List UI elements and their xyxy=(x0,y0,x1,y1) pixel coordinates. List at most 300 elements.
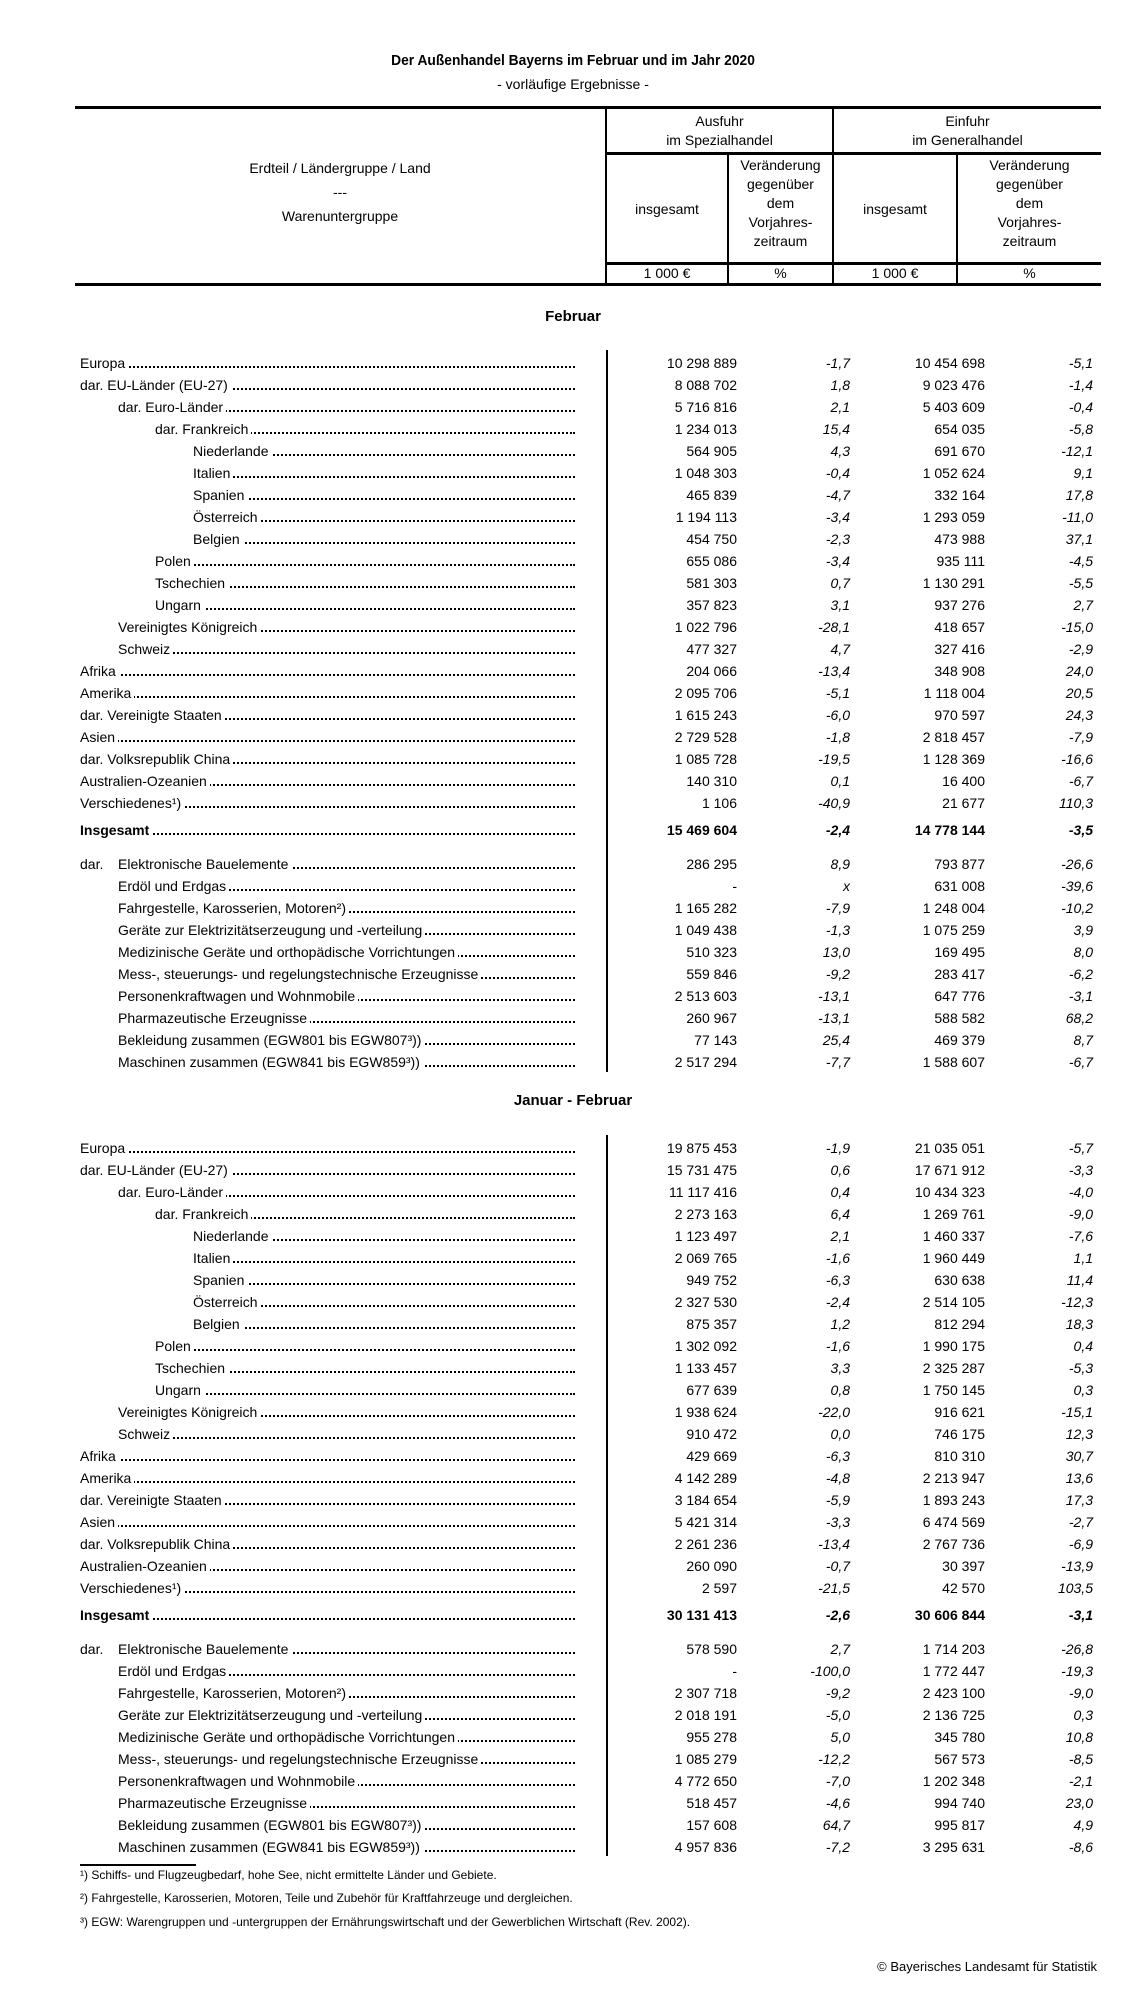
row-label-text: Amerika xyxy=(80,685,134,701)
export-change-cell: -100,0 xyxy=(810,1663,850,1679)
row-label-text: Australien-Ozeanien xyxy=(80,1558,210,1574)
import-total-cell: 169 495 xyxy=(934,944,985,960)
row-label-header-line: Erdteil / Ländergruppe / Land xyxy=(249,160,431,176)
import-change-cell: 8,0 xyxy=(1073,944,1093,960)
import-total-cell: 654 035 xyxy=(934,421,985,437)
export-total-cell: 581 303 xyxy=(686,575,737,591)
goods-row xyxy=(0,1704,1146,1726)
import-total-cell: 1 130 291 xyxy=(922,575,985,591)
import-change-cell: -12,1 xyxy=(1061,443,1093,459)
row-label-text: dar. Frankreich xyxy=(155,421,251,437)
row-label xyxy=(118,919,575,941)
export-change-cell: -9,2 xyxy=(825,966,850,982)
row-label xyxy=(118,1029,575,1051)
export-total-cell: 30 131 413 xyxy=(666,1607,737,1623)
export-change-cell: 1,8 xyxy=(830,377,850,393)
row-label xyxy=(80,1533,575,1555)
export-total-cell: 949 752 xyxy=(686,1272,737,1288)
import-change-cell: 17,3 xyxy=(1065,1492,1093,1508)
row-label-text: Belgien xyxy=(193,1316,243,1332)
export-change-cell: -13,1 xyxy=(818,988,850,1004)
import-total-cell: 746 175 xyxy=(934,1426,985,1442)
row-label-text: Österreich xyxy=(193,1294,261,1310)
export-total-cell: 518 457 xyxy=(686,1795,737,1811)
import-total-cell: 812 294 xyxy=(934,1316,985,1332)
row-label xyxy=(118,1704,575,1726)
change-header-line: dem xyxy=(766,195,795,211)
export-change-cell: -9,2 xyxy=(825,1685,850,1701)
export-total-cell: 260 967 xyxy=(686,1010,737,1026)
export-total-cell: 286 295 xyxy=(686,856,737,872)
import-change-cell: -3,1 xyxy=(1068,1607,1093,1623)
export-total-cell: 1 049 438 xyxy=(674,922,737,938)
export-total-cell: 1 234 013 xyxy=(674,421,737,437)
row-label xyxy=(118,396,575,418)
export-total-cell: 510 323 xyxy=(686,944,737,960)
import-change-cell: 2,7 xyxy=(1073,597,1093,613)
export-total-cell: 2 513 603 xyxy=(674,988,737,1004)
table-row xyxy=(0,1181,1146,1203)
export-total-cell: 2 069 765 xyxy=(674,1250,737,1266)
import-total-cell: 1 202 348 xyxy=(922,1773,985,1789)
export-change-cell: 6,4 xyxy=(830,1206,850,1222)
row-label-text: dar. Euro-Länder xyxy=(118,1184,226,1200)
row-label xyxy=(80,704,575,726)
table-row xyxy=(0,792,1146,814)
row-label xyxy=(118,1423,575,1445)
import-total-cell: 1 714 203 xyxy=(922,1641,985,1657)
dot-leader xyxy=(80,1618,575,1620)
change-header-line: zeitraum xyxy=(1002,233,1057,249)
export-change-cell: -40,9 xyxy=(818,795,850,811)
import-total-cell: 16 400 xyxy=(942,773,985,789)
row-label-text: Insgesamt xyxy=(80,1607,152,1623)
row-label xyxy=(118,875,575,897)
row-label-text: Belgien xyxy=(193,531,243,547)
export-change-cell: 1,2 xyxy=(830,1316,850,1332)
row-label-text: Niederlande xyxy=(193,443,272,459)
import-total-cell: 1 118 004 xyxy=(923,685,985,701)
import-total-cell: 21 035 051 xyxy=(914,1140,985,1156)
import-change-cell: -16,6 xyxy=(1061,751,1093,767)
row-label-text: Maschinen zusammen (EGW841 bis EGW859³)) xyxy=(118,1839,423,1855)
import-change-cell: -6,7 xyxy=(1068,1054,1093,1070)
row-label xyxy=(118,1660,575,1682)
export-change-cell: -13,4 xyxy=(818,1536,850,1552)
dot-leader xyxy=(80,1481,575,1483)
export-change-cell: 3,1 xyxy=(830,597,850,613)
export-change-cell: 0,8 xyxy=(830,1382,850,1398)
import-change-cell: 12,3 xyxy=(1065,1426,1093,1442)
import-total-cell: 2 767 736 xyxy=(922,1536,985,1552)
row-label-text: Niederlande xyxy=(193,1228,272,1244)
import-total-cell: 1 269 761 xyxy=(922,1206,985,1222)
export-change-cell: -22,0 xyxy=(818,1404,850,1420)
row-label-text: Fahrgestelle, Karosserien, Motoren²) xyxy=(118,1685,349,1701)
import-change-unit: % xyxy=(1023,265,1036,281)
row-label-text: Polen xyxy=(155,1338,194,1354)
table-row xyxy=(0,506,1146,528)
import-change-cell: 18,3 xyxy=(1065,1316,1093,1332)
export-total-cell: 1 048 303 xyxy=(674,465,737,481)
import-change-cell: 0,3 xyxy=(1073,1382,1093,1398)
row-label-text: Afrika xyxy=(80,1448,119,1464)
import-total-cell: 473 988 xyxy=(934,531,985,547)
footnote-1: ¹) Schiffs- und Flugzeugbedarf, hohe See, nicht ermittelte Länder und Gebiete. xyxy=(80,1868,497,1882)
import-total-cell: 2 818 457 xyxy=(922,729,985,745)
import-total-cell: 1 588 607 xyxy=(922,1054,985,1070)
export-change-cell: -13,1 xyxy=(818,1010,850,1026)
export-change-cell: -1,6 xyxy=(825,1250,850,1266)
table-row xyxy=(0,1511,1146,1533)
export-change-cell: x xyxy=(843,878,850,894)
table-row xyxy=(0,638,1146,660)
goods-row xyxy=(0,1814,1146,1836)
row-label-text: Australien-Ozeanien xyxy=(80,773,210,789)
import-total-cell: 418 657 xyxy=(934,619,985,635)
table-row xyxy=(0,1225,1146,1247)
table-row xyxy=(0,550,1146,572)
import-change-cell: -0,4 xyxy=(1068,399,1093,415)
row-label xyxy=(118,1638,575,1660)
export-total-unit: 1 000 € xyxy=(643,265,691,281)
table-row xyxy=(0,748,1146,770)
export-total-cell: 5 716 816 xyxy=(674,399,737,415)
row-label xyxy=(155,418,575,440)
import-change-cell: 4,9 xyxy=(1073,1817,1093,1833)
export-change-cell: 4,3 xyxy=(830,443,850,459)
import-group-line: Einfuhr xyxy=(945,113,990,129)
import-change-cell: -9,0 xyxy=(1068,1206,1093,1222)
row-label xyxy=(193,528,575,550)
row-label-text: Personenkraftwagen und Wohnmobile xyxy=(118,988,358,1004)
export-change-cell: -19,5 xyxy=(818,751,850,767)
row-label-text: Afrika xyxy=(80,663,119,679)
export-total-cell: 11 117 416 xyxy=(669,1184,737,1200)
row-label-text: Personenkraftwagen und Wohnmobile xyxy=(118,1773,358,1789)
copyright: © Bayerisches Landesamt für Statistik xyxy=(877,1959,1097,1974)
export-total-cell: 477 327 xyxy=(686,641,737,657)
export-change-cell: -7,0 xyxy=(825,1773,850,1789)
row-label-text: Fahrgestelle, Karosserien, Motoren²) xyxy=(118,900,349,916)
import-total-cell: 916 621 xyxy=(934,1404,985,1420)
import-total-cell: 1 052 624 xyxy=(922,465,985,481)
export-total-cell: 677 639 xyxy=(686,1382,737,1398)
table-row xyxy=(0,528,1146,550)
table-row xyxy=(0,1577,1146,1599)
row-label xyxy=(118,1792,575,1814)
import-change-cell: -8,6 xyxy=(1068,1839,1093,1855)
row-label xyxy=(193,1269,575,1291)
import-change-cell: -9,0 xyxy=(1068,1685,1093,1701)
row-label xyxy=(80,748,575,770)
import-total-cell: 1 075 259 xyxy=(922,922,985,938)
import-total-cell: 647 776 xyxy=(934,988,985,1004)
import-total-cell: 1 990 175 xyxy=(922,1338,985,1354)
import-total-cell: 2 423 100 xyxy=(922,1685,985,1701)
export-change-cell: 0,6 xyxy=(830,1162,850,1178)
export-total-cell: 955 278 xyxy=(686,1729,737,1745)
export-total-cell: - xyxy=(732,1663,737,1679)
table-row xyxy=(0,1313,1146,1335)
row-label-text: dar. Volksrepublik China xyxy=(80,751,233,767)
export-change-cell: -2,4 xyxy=(825,1294,850,1310)
export-change-cell: 3,3 xyxy=(830,1360,850,1376)
footnote-2: ²) Fahrgestelle, Karosserien, Motoren, Teile und Zubehör für Kraftfahrzeuge und dergleichen. xyxy=(80,1891,573,1905)
import-total-cell: 793 877 xyxy=(934,856,985,872)
row-label xyxy=(193,484,575,506)
import-group-line: im Generalhandel xyxy=(912,132,1023,148)
table-row xyxy=(0,374,1146,396)
row-label-text: dar. Euro-Länder xyxy=(118,399,226,415)
import-total-cell: 994 740 xyxy=(934,1795,985,1811)
export-change-cell: -4,6 xyxy=(825,1795,850,1811)
import-change-cell: -6,7 xyxy=(1068,773,1093,789)
change-header-line: Veränderung xyxy=(740,157,821,173)
export-total-header: insgesamt xyxy=(635,201,699,217)
import-change-cell: -1,4 xyxy=(1068,377,1093,393)
table-row xyxy=(0,704,1146,726)
table-row xyxy=(0,462,1146,484)
total-row xyxy=(0,1604,1146,1626)
change-header-line: Veränderung xyxy=(989,157,1070,173)
export-change-cell: 2,7 xyxy=(830,1641,850,1657)
export-total-cell: 204 066 xyxy=(686,663,737,679)
dot-leader xyxy=(193,476,575,478)
table-row xyxy=(0,1159,1146,1181)
row-label-text: Insgesamt xyxy=(80,822,152,838)
import-change-cell: -5,3 xyxy=(1068,1360,1093,1376)
row-label xyxy=(118,1682,575,1704)
export-total-cell: 559 846 xyxy=(686,966,737,982)
dot-leader xyxy=(80,1151,575,1153)
export-total-cell: 1 022 796 xyxy=(674,619,737,635)
row-label-text: dar. EU-Länder (EU-27) xyxy=(80,1162,231,1178)
export-change-cell: 15,4 xyxy=(822,421,850,437)
row-label-text: Pharmazeutische Erzeugnisse xyxy=(118,1010,310,1026)
export-change-cell: 0,4 xyxy=(830,1184,850,1200)
export-change-cell: -3,4 xyxy=(825,509,850,525)
dot-leader xyxy=(80,833,575,835)
row-label-text: Italien xyxy=(193,465,233,481)
export-change-cell: -6,3 xyxy=(825,1448,850,1464)
row-label-text: dar. Frankreich xyxy=(155,1206,251,1222)
import-change-cell: -7,6 xyxy=(1068,1228,1093,1244)
import-change-cell: -3,1 xyxy=(1068,988,1093,1004)
row-label xyxy=(118,1814,575,1836)
import-change-cell: -5,5 xyxy=(1068,575,1093,591)
goods-row xyxy=(0,963,1146,985)
goods-row xyxy=(0,985,1146,1007)
row-label-text: Maschinen zusammen (EGW841 bis EGW859³)) xyxy=(118,1054,423,1070)
export-change-cell: -7,7 xyxy=(825,1054,850,1070)
import-change-cell: 0,4 xyxy=(1073,1338,1093,1354)
export-change-cell: -1,9 xyxy=(825,1140,850,1156)
export-change-cell: 64,7 xyxy=(822,1817,850,1833)
dot-leader xyxy=(80,696,575,698)
import-change-cell: -6,2 xyxy=(1068,966,1093,982)
import-total-cell: 2 514 105 xyxy=(922,1294,985,1310)
row-label-text: Erdöl und Erdgas xyxy=(118,878,229,894)
import-total-cell: 14 778 144 xyxy=(914,822,985,838)
import-change-cell: 13,6 xyxy=(1065,1470,1093,1486)
row-label xyxy=(193,462,575,484)
import-total-cell: 345 780 xyxy=(934,1729,985,1745)
document-title: Der Außenhandel Bayerns im Februar und im Jahr 2020 xyxy=(391,52,755,69)
row-label xyxy=(80,792,575,814)
goods-prefix: dar. xyxy=(80,1641,104,1657)
import-change-cell: -5,1 xyxy=(1068,355,1093,371)
header-bottom-rule xyxy=(75,283,1101,286)
import-change-cell: -8,5 xyxy=(1068,1751,1093,1767)
export-change-cell: -1,7 xyxy=(825,355,850,371)
import-change-cell: 30,7 xyxy=(1065,1448,1093,1464)
export-total-cell: 2 327 530 xyxy=(674,1294,737,1310)
table-row xyxy=(0,770,1146,792)
import-change-cell: -15,1 xyxy=(1061,1404,1093,1420)
import-total-cell: 469 379 xyxy=(934,1032,985,1048)
export-total-cell: - xyxy=(732,878,737,894)
goods-row xyxy=(0,1660,1146,1682)
import-total-cell: 1 293 059 xyxy=(922,509,985,525)
goods-row xyxy=(0,1836,1146,1858)
export-group-line: im Spezialhandel xyxy=(666,132,773,148)
export-change-cell: 4,7 xyxy=(830,641,850,657)
change-header-line: gegenüber xyxy=(996,176,1063,192)
export-total-cell: 140 310 xyxy=(686,773,737,789)
dot-leader xyxy=(155,1393,575,1395)
import-total-cell: 348 908 xyxy=(934,663,985,679)
import-total-cell: 1 772 447 xyxy=(922,1663,985,1679)
change-header-line: gegenüber xyxy=(747,176,814,192)
import-total-cell: 10 454 698 xyxy=(914,355,985,371)
export-total-cell: 357 823 xyxy=(686,597,737,613)
export-total-cell: 8 088 702 xyxy=(674,377,737,393)
export-change-cell: -28,1 xyxy=(818,619,850,635)
import-change-cell: -2,1 xyxy=(1068,1773,1093,1789)
export-change-cell: -1,6 xyxy=(825,1338,850,1354)
row-label-text: Europa xyxy=(80,1140,128,1156)
import-change-cell: 9,1 xyxy=(1073,465,1093,481)
export-change-cell: -12,2 xyxy=(818,1751,850,1767)
export-total-cell: 2 729 528 xyxy=(674,729,737,745)
dot-leader xyxy=(118,652,575,654)
table-row xyxy=(0,726,1146,748)
import-total-cell: 3 295 631 xyxy=(922,1839,985,1855)
row-label-header-line: --- xyxy=(333,184,347,200)
goods-row xyxy=(0,1748,1146,1770)
export-total-cell: 1 085 728 xyxy=(674,751,737,767)
export-total-cell: 429 669 xyxy=(686,1448,737,1464)
footnote-3: ³) EGW: Warengruppen und -untergruppen der Ernährungswirtschaft und der Gewerblichen Wirtschaft (Rev. 2002). xyxy=(80,1915,691,1929)
table-row xyxy=(0,1533,1146,1555)
row-label xyxy=(80,1467,575,1489)
table-row xyxy=(0,660,1146,682)
row-label-text: Ungarn xyxy=(155,597,204,613)
row-label-text: dar. Vereinigte Staaten xyxy=(80,1492,225,1508)
import-change-cell: -26,6 xyxy=(1061,856,1093,872)
export-change-cell: -13,4 xyxy=(818,663,850,679)
export-total-cell: 578 590 xyxy=(686,1641,737,1657)
import-change-cell: -5,7 xyxy=(1068,1140,1093,1156)
import-total-cell: 30 606 844 xyxy=(914,1607,985,1623)
export-change-cell: -2,6 xyxy=(825,1607,850,1623)
dot-leader xyxy=(80,1459,575,1461)
goods-row xyxy=(0,897,1146,919)
row-label-text: Schweiz xyxy=(118,641,173,657)
import-total-cell: 995 817 xyxy=(934,1817,985,1833)
export-total-cell: 260 090 xyxy=(686,1558,737,1574)
import-change-cell: -3,5 xyxy=(1068,822,1093,838)
import-total-cell: 691 670 xyxy=(934,443,985,459)
export-change-cell: 0,0 xyxy=(830,1426,850,1442)
row-label xyxy=(80,1489,575,1511)
export-change-cell: -2,3 xyxy=(825,531,850,547)
dot-leader xyxy=(193,1327,575,1329)
import-change-cell: 3,9 xyxy=(1073,922,1093,938)
table-row xyxy=(0,1357,1146,1379)
export-group-header xyxy=(607,112,832,150)
import-total-cell: 2 136 725 xyxy=(922,1707,985,1723)
row-label-text: Tschechien xyxy=(155,1360,228,1376)
row-label-text: Österreich xyxy=(193,509,261,525)
row-label-text: Pharmazeutische Erzeugnisse xyxy=(118,1795,310,1811)
import-change-cell: -10,2 xyxy=(1061,900,1093,916)
import-total-cell: 327 416 xyxy=(934,641,985,657)
import-total-cell: 332 164 xyxy=(934,487,985,503)
export-total-cell: 4 772 650 xyxy=(674,1773,737,1789)
export-total-cell: 1 085 279 xyxy=(674,1751,737,1767)
row-label-text: Ungarn xyxy=(155,1382,204,1398)
export-change-cell: -7,9 xyxy=(825,900,850,916)
table-row xyxy=(0,1467,1146,1489)
row-label-text: Geräte zur Elektrizitätserzeugung und -verteilung xyxy=(118,922,425,938)
dot-leader xyxy=(193,1283,575,1285)
import-total-cell: 42 570 xyxy=(942,1580,985,1596)
row-label xyxy=(118,638,575,660)
import-change-cell: 20,5 xyxy=(1065,685,1093,701)
import-total-cell: 1 893 243 xyxy=(922,1492,985,1508)
import-change-cell: -6,9 xyxy=(1068,1536,1093,1552)
goods-row xyxy=(0,1682,1146,1704)
table-row xyxy=(0,682,1146,704)
table-row xyxy=(0,616,1146,638)
row-label-header xyxy=(75,156,605,228)
table-row xyxy=(0,1423,1146,1445)
row-label xyxy=(118,1181,575,1203)
dot-leader xyxy=(155,1349,575,1351)
export-total-cell: 157 608 xyxy=(686,1817,737,1833)
import-change-header xyxy=(958,156,1101,251)
row-label-text: Verschiedenes¹) xyxy=(80,1580,184,1596)
export-change-cell: 8,9 xyxy=(830,856,850,872)
export-total-cell: 875 357 xyxy=(686,1316,737,1332)
import-total-cell: 970 597 xyxy=(934,707,985,723)
import-total-cell: 935 111 xyxy=(936,553,985,569)
row-label-text: Bekleidung zusammen (EGW801 bis EGW807³)) xyxy=(118,1032,424,1048)
import-change-cell: -11,0 xyxy=(1062,509,1093,525)
import-total-cell: 810 310 xyxy=(934,1448,985,1464)
export-total-cell: 1 194 113 xyxy=(675,509,737,525)
export-total-cell: 15 469 604 xyxy=(666,822,737,838)
row-label-header-line: Warenuntergruppe xyxy=(281,208,399,224)
export-total-cell: 2 273 163 xyxy=(674,1206,737,1222)
row-label-text: Italien xyxy=(193,1250,233,1266)
import-change-cell: -3,3 xyxy=(1068,1162,1093,1178)
export-change-cell: -1,3 xyxy=(825,922,850,938)
dot-leader xyxy=(80,1525,575,1527)
goods-row xyxy=(0,875,1146,897)
